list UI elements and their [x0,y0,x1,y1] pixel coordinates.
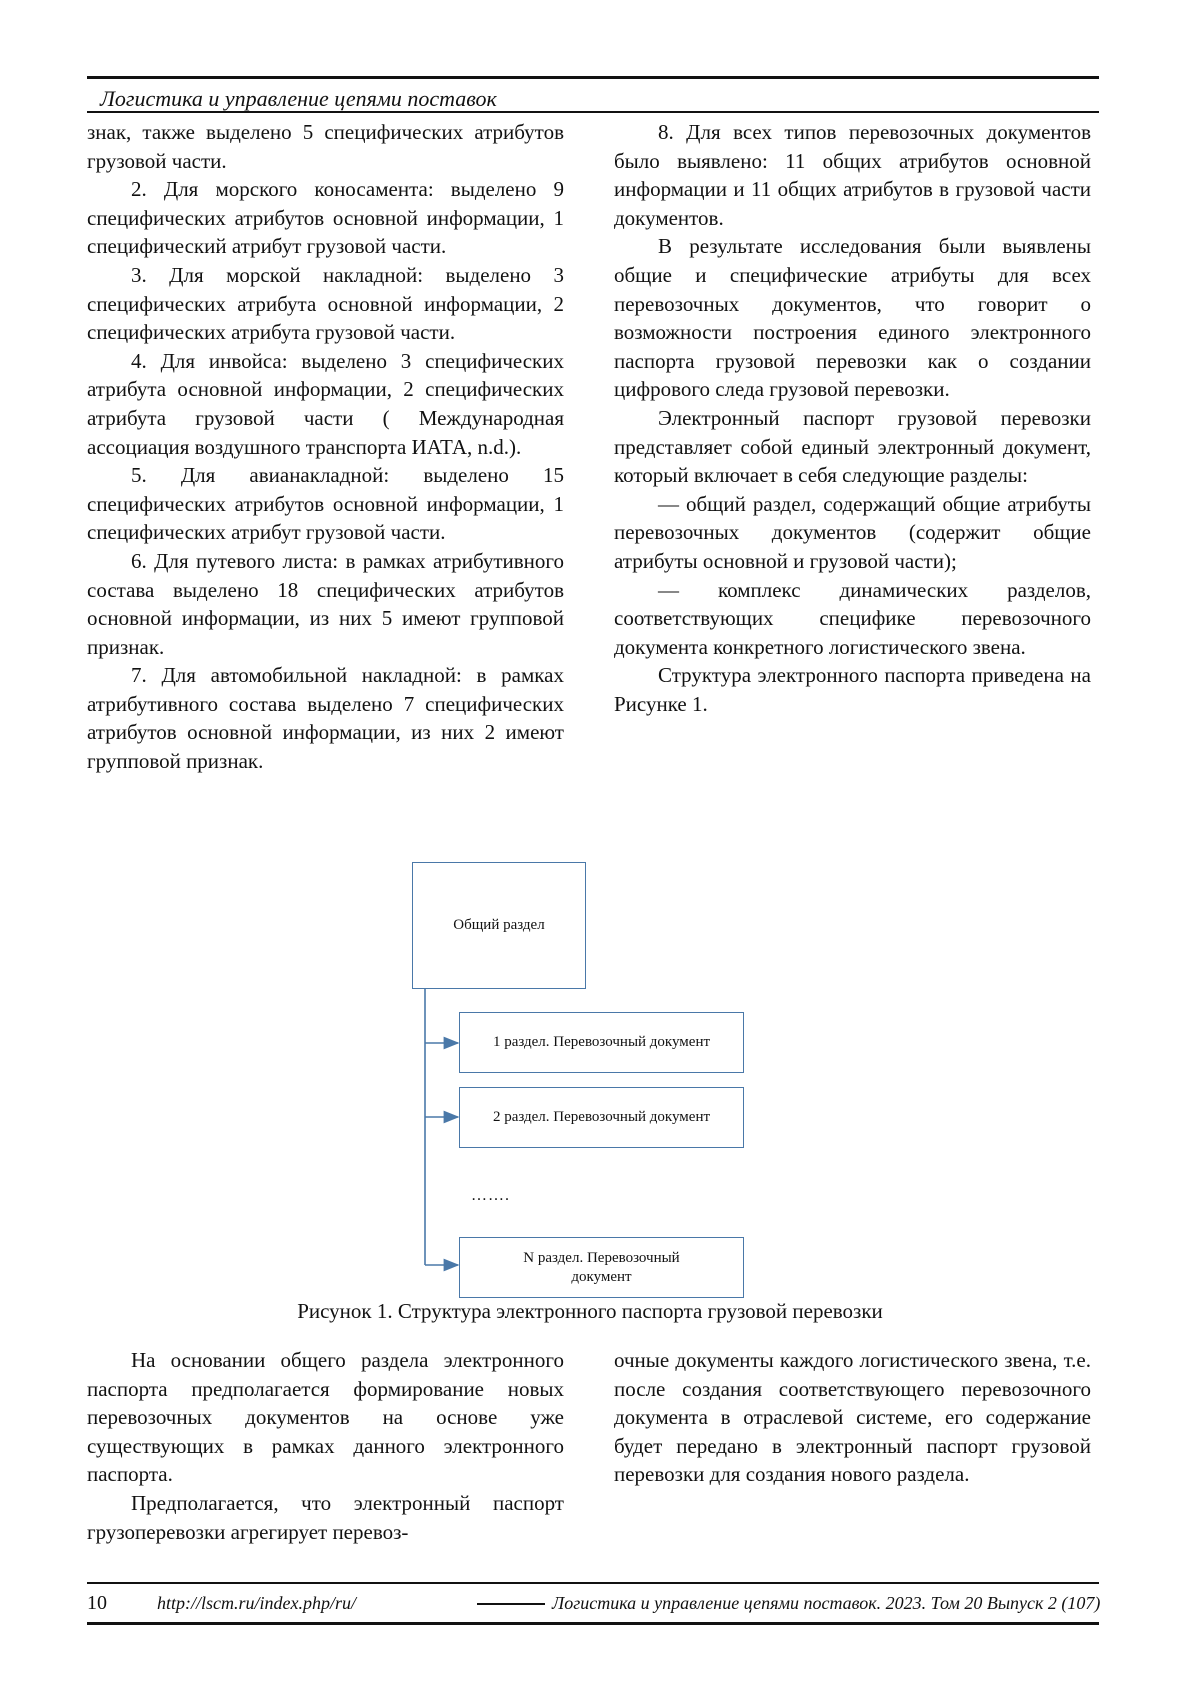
paragraph: В результате исследования были выявлены общие и специфические атрибуты для всех перевозочных документов, что говорит о возможности построения единого электронного паспорта грузовой перевозки как о создании цифрового следа грузовой перевозки. [614,234,1091,402]
ellipsis: ……. [471,1187,510,1204]
section-2-box [459,1087,744,1148]
section-n-label: N раздел. Перевозочный документ [523,1249,680,1285]
paragraph: 2. Для морского коносамента: выделено 9 специфических атрибутов основной информации, 1 специфический атрибут грузовой части. [87,177,564,259]
paragraph: знак, также выделено 5 специфических атрибутов грузовой части. [87,120,564,173]
paragraph: — комплекс динамических разделов, соответствующих специфике перевозочного документа конкретного логистического звена. [614,577,1091,659]
paragraph: Электронный паспорт грузовой перевозки представляет собой единый электронный документ, который включает в себя следующие разделы: [614,405,1091,488]
paragraph: На основании общего раздела электронного паспорта предполагается формирование новых перевозочных документов на основе уже существующих в рамках данного электронного паспорта. [87,1348,564,1487]
running-header-title: Логистика и управление цепями поставок [100,86,497,111]
bottom-right-column [614,1346,1091,1489]
journal-url-link[interactable]: http://lscm.ru/index.php/ru/ [157,1593,356,1613]
header-bottom-rule [87,111,1099,113]
footer-dash [477,1603,545,1605]
section-1-box [459,1012,744,1073]
paragraph: Структура электронного паспорта приведена на Рисунке 1. [614,663,1091,716]
header-top-rule [87,76,1099,79]
paragraph: 7. Для автомобильной накладной: в рамках атрибутивного состава выделено 7 специфических атрибутов основной информации, из них 2 имеют групповой признак. [87,663,564,774]
section-n-box [459,1237,744,1298]
paragraph: 5. Для авианакладной: выделено 15 специфических атрибутов основной информации, 1 специфических атрибут грузовой части. [87,463,564,545]
paragraph: 8. Для всех типов перевозочных документов было выявлено: 11 общих атрибутов основной информации и 11 общих атрибутов в грузовой части документов. [614,120,1091,230]
paragraph: — общий раздел, содержащий общие атрибуты перевозочных документов (содержит общие атрибуты основной и грузовой части); [614,491,1091,573]
paragraph: 6. Для путевого листа: в рамках атрибутивного состава выделено 18 специфических атрибутов основной информации, из них 5 имеют групповой признак. [87,548,564,659]
section-2-label: 2 раздел. Перевозочный документ [492,1109,711,1125]
page-number: 10 [87,1592,107,1614]
paragraph: 3. Для морской накладной: выделено 3 специфических атрибута основной информации, 2 специфических атрибута грузовой части. [87,262,564,345]
right-column [614,118,1091,718]
general-section-label: Общий раздел [453,917,545,933]
bottom-left-column [87,1346,564,1546]
footer [87,1590,1099,1616]
section-1-label: 1 раздел. Перевозочный документ [492,1034,711,1050]
paragraph: 4. Для инвойса: выделено 3 специфических атрибута основной информации, 2 специфических атрибута грузовой части ( Международная ассоциация воздушного транспорта ИАТА, n.d.). [87,348,564,459]
left-column [87,118,564,776]
paragraph: Предполагается, что электронный паспорт грузоперевозки агрегирует перевоз- [87,1490,564,1544]
footer-top-rule [87,1582,1099,1584]
figure-caption: Рисунок 1. Структура электронного паспорта грузовой перевозки [297,1299,883,1323]
general-section-box [412,862,586,989]
paragraph: очные документы каждого логистического звена, т.е. после создания соответствующего перевозочного документа в отраслевой системе, его содержание будет передано в электронный паспорт грузовой перевозки для создания нового раздела. [614,1348,1091,1487]
journal-citation: Логистика и управление цепями поставок. 2023. Том 20 Выпуск 2 (107) [552,1593,1101,1613]
footer-bottom-rule [87,1622,1099,1625]
